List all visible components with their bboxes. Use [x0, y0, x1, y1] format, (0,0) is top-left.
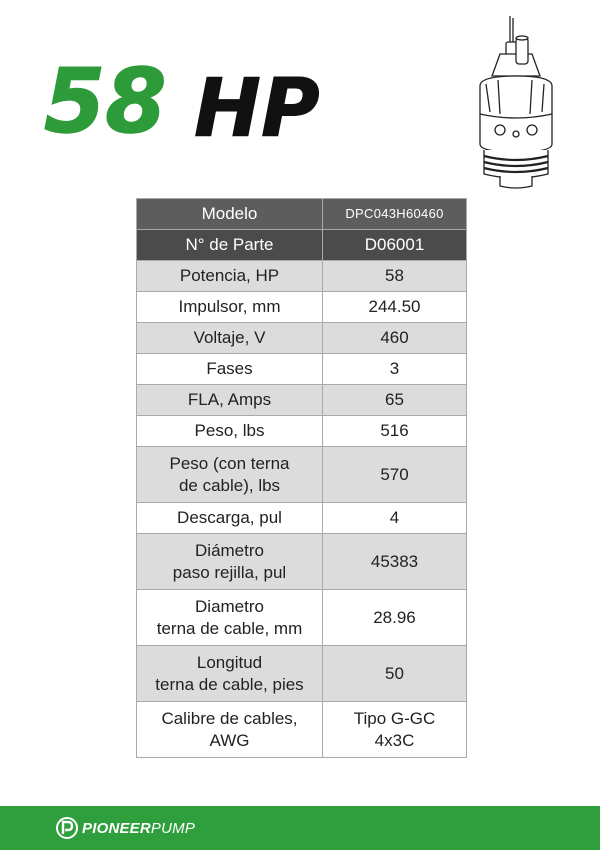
submersible-pump-illustration	[470, 14, 562, 192]
spec-label: Peso, lbs	[137, 416, 323, 447]
brand-logo	[56, 816, 195, 840]
table-row	[137, 385, 467, 416]
part-number-value: D06001	[323, 230, 467, 261]
spec-label	[137, 447, 323, 503]
spec-value: 244.50	[323, 292, 467, 323]
table-row	[137, 503, 467, 534]
spec-label-line: Calibre de cables,	[161, 708, 298, 728]
spec-label-line: terna de cable, pies	[155, 674, 304, 694]
spec-label-line: Diámetro	[195, 540, 264, 560]
spec-value: 460	[323, 323, 467, 354]
spec-table	[136, 198, 467, 758]
spec-label: Voltaje, V	[137, 323, 323, 354]
spec-value: 28.96	[323, 590, 467, 646]
table-row	[137, 534, 467, 590]
model-label: Modelo	[137, 199, 323, 230]
spec-value: 50	[323, 646, 467, 702]
table-row	[137, 261, 467, 292]
spec-value: 65	[323, 385, 467, 416]
table-header-row	[137, 199, 467, 230]
spec-label-line: de cable), lbs	[178, 475, 281, 495]
part-number-row	[137, 230, 467, 261]
spec-label	[137, 646, 323, 702]
title-number: 58	[44, 50, 167, 150]
table-row	[137, 416, 467, 447]
spec-label-line: AWG	[209, 730, 250, 750]
table-row	[137, 447, 467, 503]
spec-label-line: Peso (con terna	[169, 453, 290, 473]
spec-label	[137, 590, 323, 646]
spec-value: 3	[323, 354, 467, 385]
spec-value-line: 4x3C	[374, 730, 415, 750]
table-row	[137, 590, 467, 646]
pioneer-logo-icon	[56, 817, 78, 839]
spec-value: 516	[323, 416, 467, 447]
table-row	[137, 354, 467, 385]
spec-label-line: Longitud	[196, 652, 263, 672]
page-title	[44, 40, 344, 150]
brand-name-light: PUMP	[150, 819, 196, 837]
table-row	[137, 646, 467, 702]
spec-label-line: paso rejilla, pul	[172, 562, 287, 582]
spec-label: Descarga, pul	[137, 503, 323, 534]
spec-label: Impulsor, mm	[137, 292, 323, 323]
part-number-label: N° de Parte	[137, 230, 323, 261]
spec-value: 4	[323, 503, 467, 534]
brand-name-bold: PIONEER	[82, 819, 151, 837]
spec-value	[323, 702, 467, 758]
brand-name	[82, 820, 195, 837]
spec-label: FLA, Amps	[137, 385, 323, 416]
title-graphic	[44, 40, 344, 150]
spec-label-line: terna de cable, mm	[156, 618, 303, 638]
title-unit: HP	[194, 62, 320, 150]
spec-value: 570	[323, 447, 467, 503]
footer-bar	[0, 806, 600, 850]
spec-label-line: Diametro	[195, 596, 264, 616]
spec-label	[137, 702, 323, 758]
spec-label	[137, 534, 323, 590]
model-value: DPC043H60460	[323, 199, 467, 230]
spec-value-line: Tipo G-GC	[353, 708, 436, 728]
table-row	[137, 702, 467, 758]
table-row	[137, 323, 467, 354]
spec-value: 45383	[323, 534, 467, 590]
table-row	[137, 292, 467, 323]
spec-value: 58	[323, 261, 467, 292]
spec-label: Fases	[137, 354, 323, 385]
spec-label: Potencia, HP	[137, 261, 323, 292]
